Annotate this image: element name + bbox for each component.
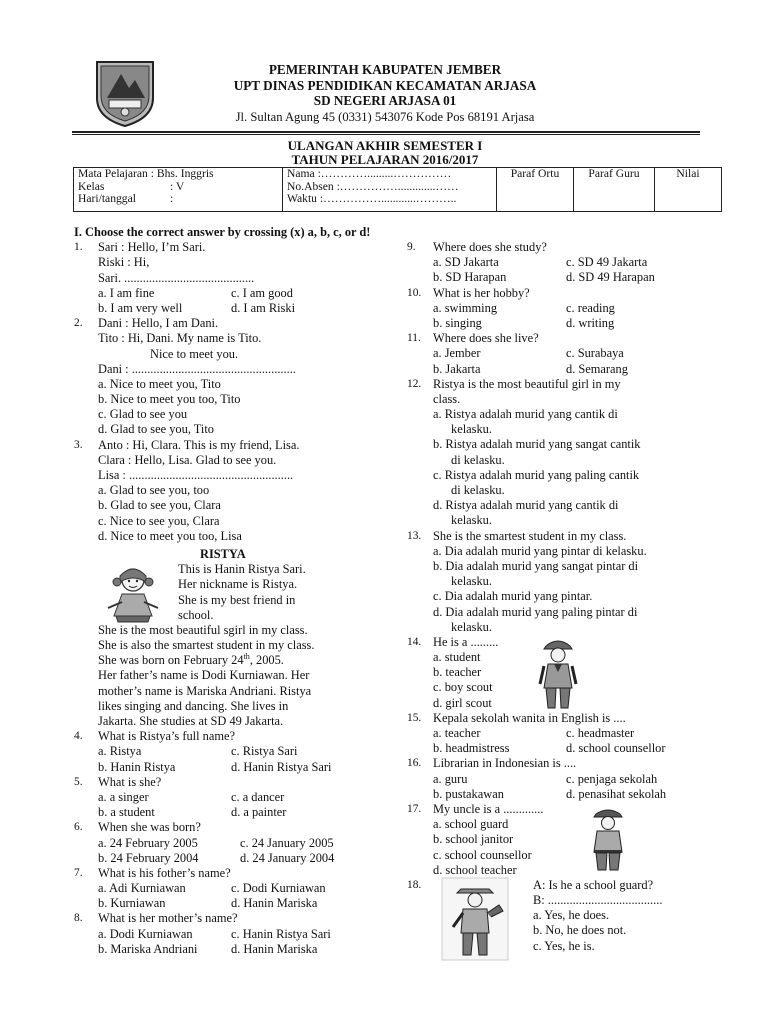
q9-option-b[interactable]: b. SD Harapan	[433, 270, 507, 285]
header-rule-thin	[72, 134, 700, 135]
q13-option-b[interactable]: b. Dia adalah murid yang sangat pintar di	[433, 558, 639, 573]
q10-number: 10.	[407, 286, 422, 299]
left-column: I. Choose the correct answer by crossing (x) a, b, c, or d! 1. Sari : Hello, I’m Sari. Riski : Hi, Sari. .......................................... a. I am fine c. I am good b. I am very well d. I am Riski 2. Dani : Hello, I am Dani. Tito : Hi, Dani. My name is Tito. Nice to meet you. Dani : ..................................................... a. Nice to meet you, Tito b. Nice to meet you too, Tito c. Glad to see you d. Glad to see you, Tito 3. Anto : Hi, Clara. This is my friend, Lisa. Clara : Hello, Lisa. Glad to see you. Lisa : ..................................................... a. Glad to see you, too b. Glad to see you, Clara c. Nice to see you, Clara d. Nice to meet you too, Lisa RISTYA This is Hanin Ristya Sari. Her nickname is Ristya. She is my best friend in school. She is the most beautiful sgirl in my class. She is also the smartest student in my class. She was born on February 24th, 2005. Her father’s name is Dodi Kurniawan. Her mother’s name is Mariska Andriani. Ristya likes singing and dancing. She lives in Jakarta. She studies at SD 49 Jakarta. 4. What is Ristya’s full name? a. Ristya c. Ristya Sari b. Hanin Ristya d. Hanin Ristya Sari 5. What is she? a. a singer c. a dancer b. a student d. a painter 6. When she was born? a. 24 February 2005 c. 24 January 2005 b. 24 February 2004 d. 24 January 2004 7. What is his fother’s name? a. Adi Kurniawan c. Dodi Kurniawan b. Kurniawan d. Hanin Mariska 8. What is her mother’s name? a. Dodi Kurniawan c. Hanin Ristya Sari b. Mariska Andriani d. Hanin Mariska	[74, 225, 394, 957]
q2-option-b[interactable]: b. Nice to meet you too, Tito	[98, 392, 241, 407]
subject-cell	[74, 168, 283, 212]
q16-number: 16.	[407, 757, 422, 770]
absen-field[interactable]: No.Absen :…………….............……	[287, 179, 459, 193]
q13-number: 13.	[407, 529, 422, 542]
right-column: 9. Where does she study? a. SD Jakarta c. SD 49 Jakarta b. SD Harapan d. SD 49 Harapan 10. What is her hobby? a. swimming c. reading b. singing d. writing 11. Where does she live? a. Jember c. Surabaya b. Jakarta d. Semarang 12. Ristya is the most beautiful girl in my class. a. Ristya adalah murid yang cantik di kelasku. b. Ristya adalah murid yang sangat cantik di kelasku. c. Ristya adalah murid yang paling cantik di kelasku. d. Ristya adalah murid yang cantik di kelasku. 13. She is the smartest student in my class. a. Dia adalah murid yang pintar di kelasku. b. Dia adalah murid yang sangat pintar di kelasku. c. Dia adalah murid yang pintar. d. Dia adalah murid yang paling pintar di kelasku. 14. He is a ......... a. student b. teacher c. boy scout d. girl scout 15. Kepala sekolah wanita in English is .... a. teacher c. headmaster b. headmistress d. school counsellor 16. Librarian in Indonesian is .... a. guru c. penjaga sekolah b. pustakawan d. penasihat sekolah 17. My uncle is a ............. a. school guard b. school janitor c. school counsellor d. school teacher 18. A: Is he a school guard? B: ..................................... a. Yes, he does. b. No, he does not. c. Yes, he is.	[407, 240, 667, 953]
paraf-ortu-label: Paraf Ortu	[510, 167, 560, 180]
q18-option-a[interactable]: a. Yes, he does.	[533, 908, 610, 923]
q11-option-b[interactable]: b. Jakarta	[433, 361, 481, 376]
q7-number: 7.	[74, 866, 83, 879]
q5-option-b[interactable]: b. a student	[98, 805, 155, 820]
paraf-ortu-cell[interactable]	[497, 168, 574, 212]
exam-title-block	[200, 139, 570, 167]
q15-number: 15.	[407, 711, 422, 724]
q8-option-d[interactable]: d. Hanin Mariska	[231, 941, 318, 956]
q7-option-b[interactable]: b. Kurniawan	[98, 896, 166, 911]
q6-number: 6.	[74, 821, 83, 834]
paraf-guru-cell[interactable]	[574, 168, 655, 212]
q8-number: 8.	[74, 912, 83, 925]
q10-option-c[interactable]: c. reading	[566, 300, 615, 315]
class-label: Kelas	[78, 179, 105, 193]
q1-line-b: Riski : Hi,	[98, 255, 150, 270]
q6-option-d[interactable]: d. 24 January 2004	[240, 850, 335, 865]
day-value: :	[170, 192, 174, 205]
q15-option-d[interactable]: d. school counsellor	[566, 741, 666, 756]
q17-number: 17.	[407, 802, 422, 815]
q6-option-c[interactable]: c. 24 January 2005	[240, 835, 334, 850]
q2-option-a[interactable]: a. Nice to meet you, Tito	[98, 376, 221, 391]
q1-line-c: Sari. ..........................................	[98, 270, 255, 285]
school-guard-illustration-icon	[588, 806, 628, 872]
q15-option-a[interactable]: a. teacher	[433, 726, 481, 740]
q5-option-d[interactable]: d. a painter	[231, 805, 287, 820]
q17-option-c[interactable]: c. school counsellor	[433, 847, 532, 862]
q12-option-a[interactable]: a. Ristya adalah murid yang cantik di	[433, 407, 618, 422]
class-value: : V	[170, 179, 185, 193]
header-address: Jl. Sultan Agung 45 (0331) 543076 Kode Pos 68191 Arjasa	[235, 109, 535, 124]
q16-option-d[interactable]: d. penasihat sekolah	[566, 786, 667, 801]
q7-option-d[interactable]: d. Hanin Mariska	[231, 896, 318, 911]
q2-number: 2.	[74, 317, 83, 330]
paraf-guru-label: Paraf Guru	[588, 167, 640, 180]
q9-option-c[interactable]: c. SD 49 Jakarta	[566, 255, 648, 270]
q3-number: 3.	[74, 438, 83, 451]
q1-line-a: 1. Sari : Hello, I’m Sari.	[74, 240, 206, 255]
q3-option-d[interactable]: d. Nice to meet you too, Lisa	[98, 528, 242, 543]
q11-number: 11.	[407, 332, 421, 345]
subject-label: Mata Pelajaran : Bhs. Inggris	[78, 167, 214, 180]
identity-cell[interactable]	[283, 168, 497, 212]
q15-option-b[interactable]: b. headmistress	[433, 741, 510, 756]
q17-option-d[interactable]: d. school teacher	[433, 862, 517, 877]
q5-option-c[interactable]: c. a dancer	[231, 789, 285, 804]
q2-option-c[interactable]: c. Glad to see you	[98, 407, 188, 422]
q4-option-c[interactable]: c. Ristya Sari	[231, 744, 298, 759]
day-label: Hari/tanggal	[78, 192, 136, 205]
boy-scout-illustration-icon	[536, 636, 580, 710]
q6-option-a[interactable]: a. 24 February 2005	[98, 835, 198, 850]
q3-option-a[interactable]: a. Glad to see you, too	[98, 483, 210, 498]
exam-title: ULANGAN AKHIR SEMESTER I	[287, 138, 483, 153]
q11-option-c[interactable]: c. Surabaya	[566, 346, 624, 361]
q14-option-b[interactable]: b. teacher	[433, 665, 482, 680]
q1-option-b[interactable]: b. I am very well	[98, 300, 183, 315]
q14-number: 14.	[407, 635, 422, 648]
q4-number: 4.	[74, 730, 83, 743]
q16-option-c[interactable]: c. penjaga sekolah	[566, 771, 658, 786]
gardener-illustration-icon	[441, 877, 509, 961]
exam-year: TAHUN PELAJARAN 2016/2017	[291, 152, 479, 167]
q8-option-b[interactable]: b. Mariska Andriani	[98, 941, 198, 956]
q16-option-b[interactable]: b. pustakawan	[433, 786, 504, 801]
q15-option-c[interactable]: c. headmaster	[566, 726, 635, 740]
q9-number: 9.	[407, 241, 416, 253]
q17-option-b[interactable]: b. school janitor	[433, 832, 514, 847]
q12-number: 12.	[407, 377, 422, 390]
q10-option-a[interactable]: a. swimming	[433, 300, 498, 315]
nilai-label: Nilai	[676, 167, 700, 180]
student-info-table	[73, 167, 722, 212]
q17-option-a[interactable]: a. school guard	[433, 817, 509, 832]
q4-option-a[interactable]: a. Ristya	[98, 744, 142, 759]
q1-options-2	[74, 301, 394, 316]
q10-option-b[interactable]: b. singing	[433, 315, 482, 330]
header-line-2: UPT DINAS PENDIDIKAN KECAMATAN ARJASA	[233, 77, 537, 93]
header-line-3: SD NEGERI ARJASA 01	[313, 93, 457, 108]
q1-option-a[interactable]: a. I am fine	[98, 285, 155, 300]
header-line-1: PEMERINTAH KABUPATEN JEMBER	[268, 62, 502, 77]
q3-option-c[interactable]: c. Nice to see you, Clara	[98, 513, 220, 528]
regency-seal-icon	[93, 58, 157, 128]
q13-option-d[interactable]: d. Dia adalah murid yang paling pintar di	[433, 604, 638, 619]
q4-option-d[interactable]: d. Hanin Ristya Sari	[231, 759, 332, 774]
q11-option-d[interactable]: d. Semarang	[566, 361, 628, 376]
q4-option-b[interactable]: b. Hanin Ristya	[98, 759, 176, 774]
instruction: I. Choose the correct answer by crossing (x) a, b, c, or d!	[74, 225, 371, 239]
nilai-cell[interactable]	[655, 168, 722, 212]
q12-option-c[interactable]: c. Ristya adalah murid yang paling cantik	[433, 467, 640, 482]
q13-option-a[interactable]: a. Dia adalah murid yang pintar di kelasku.	[433, 543, 647, 558]
q18-option-b[interactable]: b. No, he does not.	[533, 923, 627, 938]
q1-option-d[interactable]: d. I am Riski	[231, 300, 296, 315]
q8-option-a[interactable]: a. Dodi Kurniawan	[98, 926, 193, 941]
girl-illustration-icon	[102, 562, 164, 624]
q5-number: 5.	[74, 775, 83, 788]
q13-option-c[interactable]: c. Dia adalah murid yang pintar.	[433, 589, 593, 604]
name-field[interactable]: Nama :………….........……………	[287, 167, 452, 180]
q18-number: 18.	[407, 878, 422, 891]
q14-option-c[interactable]: c. boy scout	[433, 680, 493, 695]
q6-option-b[interactable]: b. 24 February 2004	[98, 850, 199, 865]
q14-option-d[interactable]: d. girl scout	[433, 695, 492, 710]
q1-options-1	[74, 286, 394, 301]
q9-option-a[interactable]: a. SD Jakarta	[433, 255, 499, 270]
q9-option-d[interactable]: d. SD 49 Harapan	[566, 270, 655, 285]
header-rule	[72, 131, 700, 133]
q5-option-a[interactable]: a. a singer	[98, 789, 149, 804]
q11-option-a[interactable]: a. Jember	[433, 346, 481, 361]
q12-option-d[interactable]: d. Ristya adalah murid yang cantik di	[433, 498, 619, 513]
q1-option-c[interactable]: c. I am good	[231, 285, 293, 300]
q1-number: 1.	[74, 241, 83, 254]
q14-option-a[interactable]: a. student	[433, 650, 481, 665]
q8-option-c[interactable]: c. Hanin Ristya Sari	[231, 926, 331, 941]
q2-option-d[interactable]: d. Glad to see you, Tito	[98, 422, 214, 437]
q7-option-a[interactable]: a. Adi Kurniawan	[98, 881, 186, 896]
q7-option-c[interactable]: c. Dodi Kurniawan	[231, 881, 326, 896]
school-header	[180, 62, 590, 125]
q18-option-c[interactable]: c. Yes, he is.	[533, 938, 595, 953]
q3-option-b[interactable]: b. Glad to see you, Clara	[98, 498, 221, 513]
q12-option-b[interactable]: b. Ristya adalah murid yang sangat cantik	[433, 437, 641, 452]
q10-option-d[interactable]: d. writing	[566, 315, 615, 330]
story-title: RISTYA	[200, 546, 246, 561]
time-field[interactable]: Waktu :……………............………..	[287, 192, 457, 205]
q16-option-a[interactable]: a. guru	[433, 771, 468, 786]
